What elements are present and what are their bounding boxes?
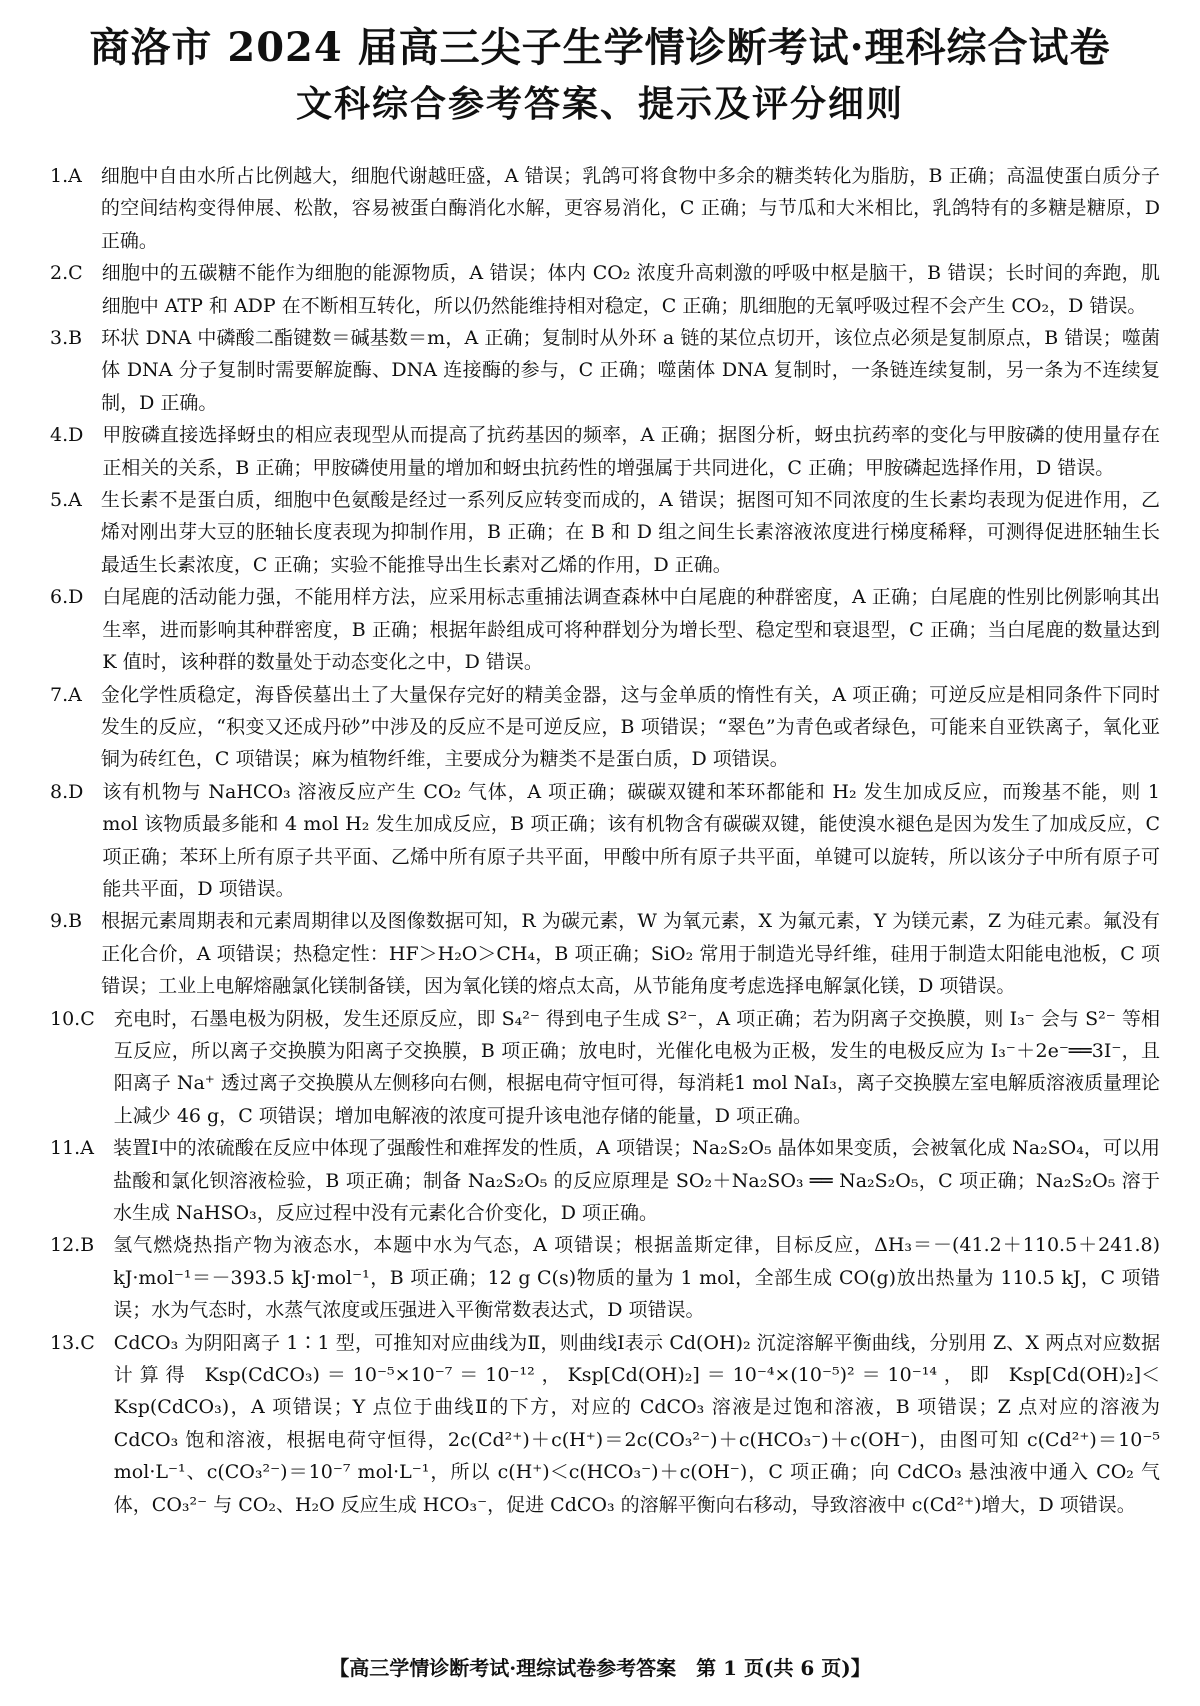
answer-explanation: 该有机物与 NaHCO₃ 溶液反应产生 CO₂ 气体，A 项正确；碳碳双键和苯环都能和 H₂ 发生加成反应，而羧基不能，则 1 mol 该物质最多能和 4 mol H₂ 发生加成反应，B 项正确；该有机物含有碳碳双键，能使溴水褪色是因为发生了加成反应，C 项正确；苯环上所有原子共平面、乙烯中所有原子共平面，甲酸中所有原子共平面，单键可以旋转，所以该分子中所有原子可能共平面，D 项错误。	[102, 780, 1160, 900]
answer-choice: A	[80, 1137, 94, 1160]
question-number: 9.B	[50, 910, 83, 933]
answer-choice: B	[80, 1234, 95, 1257]
question-number: 8.D	[50, 780, 84, 803]
answer-choice: B	[68, 910, 83, 933]
answer-choice: C	[80, 1007, 95, 1030]
answer-choice: A	[68, 165, 82, 187]
answer-item	[50, 160, 1160, 257]
answer-list	[50, 160, 1160, 1521]
answer-explanation: 细胞中自由水所占比例越大，细胞代谢越旺盛，A 错误；乳鸽可将食物中多余的糖类转化为脂肪，B 正确；高温使蛋白质分子的空间结构变得伸展、松散，容易被蛋白酶消化水解，更容易消化，C 正确；与节瓜和大米相比，乳鸽特有的多糖是糖原，D 正确。	[100, 165, 1160, 252]
page-title: 商洛市 2024 届高三尖子生学情诊断考试·理科综合试卷	[89, 24, 1111, 71]
question-number: 6.D	[50, 586, 84, 609]
question-number: 3.B	[50, 327, 83, 350]
answer-item	[50, 484, 1160, 581]
answer-explanation: 细胞中的五碳糖不能作为细胞的能源物质，A 错误；体内 CO₂ 浓度升高刺激的呼吸中枢是脑干，B 错误；长时间的奔跑，肌细胞中 ATP 和 ADP 在不断相互转化，所以仍然能维持相对稳定，C 正确；肌细胞的无氧呼吸过程不会产生 CO₂，D 错误。	[101, 262, 1160, 317]
question-number: 2.C	[50, 262, 83, 285]
answer-item	[50, 1327, 1160, 1521]
question-number: 10.C	[50, 1007, 95, 1030]
question-number: 4.D	[50, 424, 84, 447]
question-number: 7.A	[50, 683, 82, 706]
answer-choice: C	[80, 1331, 95, 1354]
answer-item	[50, 1003, 1160, 1133]
page-footer: 【高三学情诊断考试·理综试卷参考答案 第 1 页(共 6 页)】	[329, 1656, 871, 1680]
answer-explanation: 氢气燃烧热指产物为液态水，本题中水为气态，A 项错误；根据盖斯定律，目标反应，ΔH₃＝－(41.2＋110.5＋241.8) kJ·mol⁻¹＝－393.5 kJ·mol⁻¹，B 项正确；12 g C(s)物质的量为 1 mol，全部生成 CO(g)放出热量为 110.5 kJ，C 项错误；水为气态时，水蒸气浓度或压强进入平衡常数表达式，D 项错误。	[113, 1234, 1160, 1322]
answer-item	[50, 257, 1160, 322]
question-number: 11.A	[50, 1137, 94, 1160]
answer-explanation: 白尾鹿的活动能力强，不能用样方法，应采用标志重捕法调查森林中白尾鹿的种群密度，A 正确；白尾鹿的性别比例影响其出生率，进而影响其种群密度，B 正确；根据年龄组成可将种群划分为增长型、稳定型和衰退型，C 正确；当白尾鹿的数量达到 K 值时，该种群的数量处于动态变化之中，D 错误。	[102, 586, 1160, 674]
answer-choice: D	[68, 780, 84, 803]
answer-item	[50, 1132, 1160, 1229]
answer-explanation: 环状 DNA 中磷酸二酯键数＝碱基数＝m，A 正确；复制时从外环 a 链的某位点切开，该位点必须是复制原点，B 错误；噬菌体 DNA 分子复制时需要解旋酶、DNA 连接酶的参与，C 正确；噬菌体 DNA 复制时，一条链连续复制，另一条为不连续复制，D 正确。	[101, 327, 1160, 414]
answer-item	[50, 322, 1160, 419]
answer-choice: D	[68, 424, 84, 447]
answer-choice: D	[68, 586, 84, 609]
answer-item	[50, 581, 1160, 678]
question-number: 5.A	[50, 489, 82, 512]
answer-choice: C	[68, 262, 83, 285]
answer-item	[50, 679, 1160, 776]
answer-item	[50, 776, 1160, 906]
page-subtitle: 文科综合参考答案、提示及评分细则	[295, 83, 904, 125]
answer-explanation: 充电时，石墨电极为阴极，发生还原反应，即 S₄²⁻ 得到电子生成 S²⁻，A 项正确；若为阴离子交换膜，则 I₃⁻ 会与 S²⁻ 等相互反应，所以离子交换膜为阳离子交换膜，B 项正确；放电时，光催化电极为正极，发生的电极反应为 I₃⁻＋2e⁻══3I⁻，且阳离子 Na⁺ 透过离子交换膜从左侧移向右侧，根据电荷守恒可得，每消耗1 mol NaI₃，离子交换膜左室电解质溶液质量理论上减少 46 g，C 项错误；增加电解液的浓度可提升该电池存储的能量，D 项正确。	[113, 1007, 1160, 1127]
answer-item	[50, 419, 1160, 484]
answer-choice: B	[68, 327, 83, 350]
answer-explanation: 装置Ⅰ中的浓硫酸在反应中体现了强酸性和难挥发的性质，A 项错误；Na₂S₂O₅ 晶体如果变质，会被氧化成 Na₂SO₄，可以用盐酸和氯化钡溶液检验，B 项正确；制备 Na₂S₂O₅ 的反应原理是 SO₂＋Na₂SO₃ ══ Na₂S₂O₅，C 项正确；Na₂S₂O₅ 溶于水生成 NaHSO₃，反应过程中没有元素化合价变化，D 项正确。	[112, 1137, 1160, 1224]
answer-item	[50, 905, 1160, 1002]
answer-choice: A	[68, 683, 82, 706]
answer-item	[50, 1229, 1160, 1326]
answer-explanation: 甲胺磷直接选择蚜虫的相应表现型从而提高了抗药基因的频率，A 正确；据图分析，蚜虫抗药率的变化与甲胺磷的使用量存在正相关的关系，B 正确；甲胺磷使用量的增加和蚜虫抗药性的增强属于共同进化，C 正确；甲胺磷起选择作用，D 错误。	[102, 424, 1160, 479]
answer-explanation: 金化学性质稳定，海昏侯墓出土了大量保存完好的精美金器，这与金单质的惰性有关，A 项正确；可逆反应是相同条件下同时发生的反应，“积变又还成丹砂”中涉及的反应不是可逆反应，B 项错误；“翠色”为青色或者绿色，可能来自亚铁离子，氧化亚铜为砖红色，C 项错误；麻为植物纤维，主要成分为糖类不是蛋白质，D 项错误。	[100, 683, 1160, 771]
question-number: 13.C	[50, 1331, 95, 1354]
answer-choice: A	[68, 489, 82, 512]
answer-explanation: CdCO₃ 为阴阳离子 1∶1 型，可推知对应曲线为Ⅱ，则曲线Ⅰ表示 Cd(OH)₂ 沉淀溶解平衡曲线，分别用 Z、X 两点对应数据计算得 Ksp(CdCO₃)＝10⁻⁵×10⁻⁷＝10⁻¹²，Ksp[Cd(OH)₂]＝10⁻⁴×(10⁻⁵)²＝10⁻¹⁴，即 Ksp[Cd(OH)₂]＜Ksp(CdCO₃)，A 项错误；Y 点位于曲线Ⅱ的下方，对应的 CdCO₃ 溶液是过饱和溶液，B 项错误；Z 点对应的溶液为 CdCO₃ 饱和溶液，根据电荷守恒得，2c(Cd²⁺)＋c(H⁺)＝2c(CO₃²⁻)＋c(HCO₃⁻)＋c(OH⁻)，由图可知 c(Cd²⁺)＝10⁻⁵ mol·L⁻¹、c(CO₃²⁻)＝10⁻⁷ mol·L⁻¹，所以 c(H⁺)＜c(HCO₃⁻)＋c(OH⁻)，C 项正确；向 CdCO₃ 悬浊液中通入 CO₂ 气体，CO₃²⁻ 与 CO₂、H₂O 反应生成 HCO₃⁻，促进 CdCO₃ 的溶解平衡向右移动，导致溶液中 c(Cd²⁺)增大，D 项错误。	[113, 1331, 1160, 1516]
question-number: 1.A	[50, 165, 82, 187]
answer-explanation: 根据元素周期表和元素周期律以及图像数据可知，R 为碳元素，W 为氧元素，X 为氟元素，Y 为镁元素，Z 为硅元素。氟没有正化合价，A 项错误；热稳定性：HF＞H₂O＞CH₄，B 项正确；SiO₂ 常用于制造光导纤维，硅用于制造太阳能电池板，C 项错误；工业上电解熔融氯化镁制备镁，因为氧化镁的熔点太高，从节能角度考虑选择电解氯化镁，D 项错误。	[101, 910, 1160, 998]
answer-explanation: 生长素不是蛋白质，细胞中色氨酸是经过一系列反应转变而成的，A 错误；据图可知不同浓度的生长素均表现为促进作用，乙烯对刚出芽大豆的胚轴长度表现为抑制作用，B 正确；在 B 和 D 组之间生长素溶液浓度进行梯度稀释，可测得促进胚轴生长最适生长素浓度，C 正确；实验不能推导出生长素对乙烯的作用，D 正确。	[100, 489, 1160, 576]
question-number: 12.B	[50, 1234, 95, 1257]
